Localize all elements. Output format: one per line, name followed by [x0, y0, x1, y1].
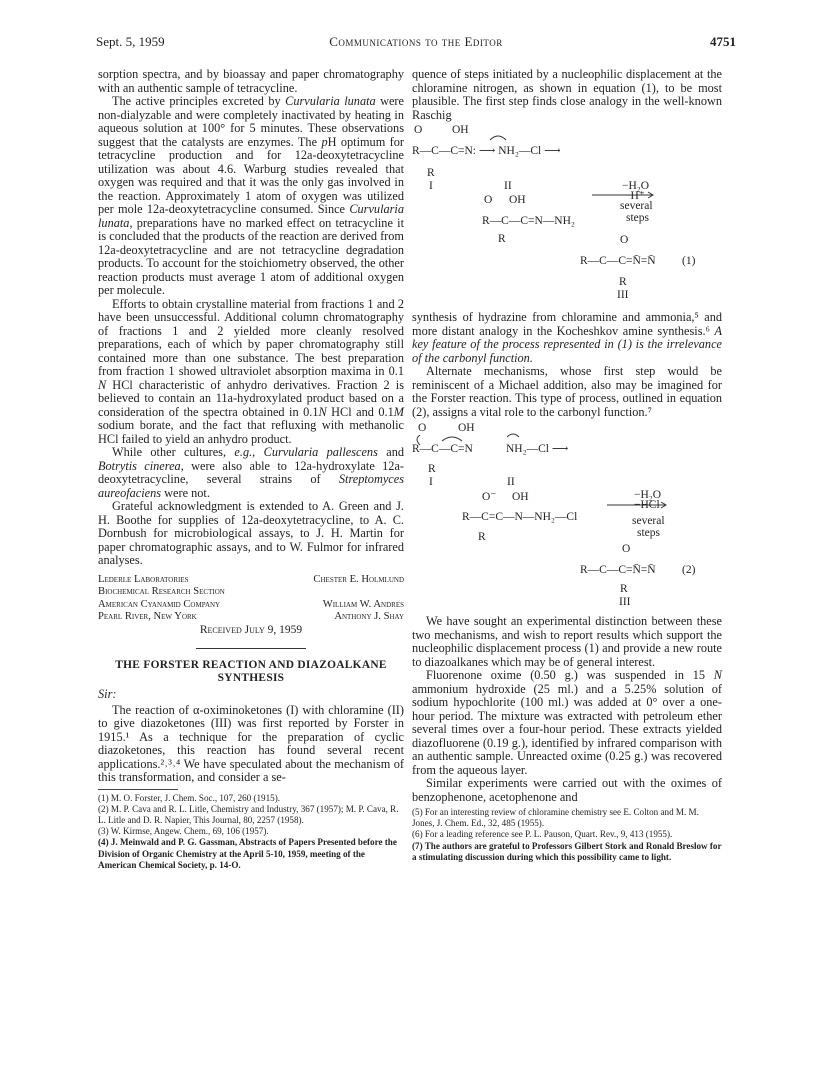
- footnote: (7) The authors are grateful to Professors Gilbert Stork and Ronald Breslow for a stimulating discussion during which this possibility came to light.: [412, 840, 722, 862]
- paragraph: Fluorenone oxime (0.50 g.) was suspended in 15 N ammonium hydroxide (25 ml.) and a 5.25% solution of sodium hypochlorite (100 ml.) was added at 0° over a one-hour period. The mixture was extracted with petroleum ether several times over a four-hour period. These extracts yielded diazofluorene (0.19 g.), identified by infrared comparison with an authentic sample. Unreacted oxime (0.25 g.) was recovered from the aqueous layer.: [412, 668, 722, 777]
- running-header: [96, 34, 736, 52]
- footnote: (5) For an interesting review of chloramine chemistry see E. Colton and M. M. Jones, J. Chem. Ed., 32, 485 (1955).: [412, 807, 699, 829]
- paragraph: The active principles excreted by Curvularia lunata were non-dialyzable and were completely inactivated by heating in aqueous solution at 100° for 5 minutes. These observations suggest that the catalysts are enzymes. The pH optimum for tetracycline production and for 12a-deoxytetracycline utilization was about 4.6. Warburg studies revealed that oxygen was required and that it was the only gas involved in the reaction. Approximately 1 atom of oxygen was utilized per mole 12a-deoxytetracycline consumed. Since Curvularia lunata, preparations have no marked effect on tetracycline it is concluded that the products of the reaction are derived from 12a-deoxytetracycline and are not tetracycline degradation products. To account for the stoichiometry observed, the other reaction products must average 1 atom of additional oxygen per molecule.: [98, 94, 405, 297]
- received-date: Received July 9, 1959: [199, 623, 303, 636]
- paragraph: sorption spectra, and by bioassay and paper chromatography with an authentic sample of tetracycline.: [98, 67, 404, 95]
- author: Chester E. Holmlund: [313, 573, 404, 585]
- page-number: 4751: [710, 34, 736, 49]
- paragraph: quence of steps initiated by a nucleophilic displacement at the chloramine nitrogen, as shown in equation (1), to be most plausible. The first step finds close analogy in the well-known Raschig: [412, 67, 722, 122]
- paragraph: While other cultures, e.g., Curvularia pallescens and Botrytis cinerea, were also able to 12a-hydroxylate 12a-deoxytetracycline, several strains of Streptomyces aureofaciens were not.: [98, 445, 404, 500]
- paragraph: Efforts to obtain crystalline material from fractions 1 and 2 have been unsuccessful. Additional column chromatography of fractions 1 and 2 yielded more cleanly resolved preparations, each of which by paper chromatography still contained more than one substance. The best preparation from fraction 1 showed ultraviolet absorption maxima in 0.1 N HCl characteristic of anhydro derivatives. Fraction 2 is believed to contain an 11a-hydroxylated product based on a consideration of the spectra obtained in 0.1N HCl and 0.1M sodium borate, and the fact that refluxing with methanolic HCl failed to yield an anhydro product.: [98, 296, 404, 446]
- salutation: Sir:: [98, 687, 117, 701]
- author: William W. Andres: [322, 598, 404, 610]
- footnote: (4) J. Meinwald and P. G. Gassman, Abstracts of Papers Presented before the Division of Organic Chemistry at the April 5-10, 1959, meeting of the American Chemical Society, p. 14-O.: [98, 837, 397, 870]
- paragraph: Alternate mechanisms, whose first step would be reminiscent of a Michael addition, also may be imagined for the Forster reaction. This type of process, outlined in equation (2), assigns a vital role to the carbonyl function.⁷: [412, 364, 722, 419]
- paragraph: The reaction of α-oximinoketones (I) with chloramine (II) to give diazoketones (III) was first reported by Forster in 1915.¹ As a technique for the preparation of cyclic diazoketones, this reaction has found several recent applications.²˒³˒⁴ We have speculated about the mechanism of this transformation, and consider a se-: [98, 702, 404, 784]
- footnote-rule: [98, 789, 178, 790]
- affiliation-block: Lederle Laboratories Chester E. Holmlund Biochemical Research Section American Cyanamid Company William W. Andres Pearl River, New York Anthony J. Shay Received July 9, 1959: [98, 573, 404, 636]
- paragraph: We have sought an experimental distinction between these two mechanisms, and wish to report results which support the nucleophilic displacement process (1) and provide a new route to diazoalkanes which may be of general interest.: [412, 614, 722, 669]
- author: Anthony J. Shay: [334, 611, 404, 622]
- right-column: [412, 68, 722, 863]
- equation-1: O OH R—C—C=N: ⟶ NH₂—Cl ⟶ R I II O OH R—C—C=N—NH₂ R −H₂O −H⁺ several steps O R—C—C=N̄=N̄ (1) R III: [412, 122, 722, 311]
- footnote: (3) W. Kirmse, Angew. Chem., 69, 106 (1957).: [98, 826, 269, 837]
- divider: [196, 648, 306, 649]
- footnote: (1) M. O. Forster, J. Chem. Soc., 107, 260 (1915).: [98, 792, 281, 803]
- article-title: THE FORSTER REACTION AND DIAZOALKANE SYNTHESIS: [115, 659, 387, 684]
- issue-date: Sept. 5, 1959: [96, 34, 165, 49]
- footnote: (2) M. P. Cava and R. L. Litle, Chemistry and Industry, 367 (1957); M. P. Cava, R. L. Litle and D. R. Napier, This Journal, 80, 2257 (1958).: [98, 803, 399, 825]
- paragraph: Similar experiments were carried out with the oximes of benzophenone, acetophenone and: [412, 776, 722, 804]
- acknowledgment: Grateful acknowledgment is extended to A. Green and J. H. Boothe for supplies of 12a-deoxytetracycline, to A. C. Dornbush for microbiological assays, to J. H. Martin for paper chromatographic assays, and to W. Fulmor for infrared analyses.: [98, 499, 404, 567]
- paragraph: synthesis of hydrazine from chloramine and ammonia,⁵ and more distant analogy in the Kocheshkov amine synthesis.⁶ A key feature of the process represented in (1) is the irrelevance of the carbonyl function.: [412, 310, 722, 365]
- left-column: [98, 68, 404, 871]
- equation-2: O OH R—C—C=N NH₂—Cl ⟶ R I II O⁻ OH R—C=C—N—NH₂—Cl R −H₂O −HCl several steps O R—C—C=N̄=N̄ (2) R III: [412, 419, 722, 615]
- footnote: (6) For a leading reference see P. L. Pauson, Quart. Rev., 9, 413 (1955).: [412, 829, 673, 840]
- journal-section: Communications to the Editor: [329, 34, 503, 49]
